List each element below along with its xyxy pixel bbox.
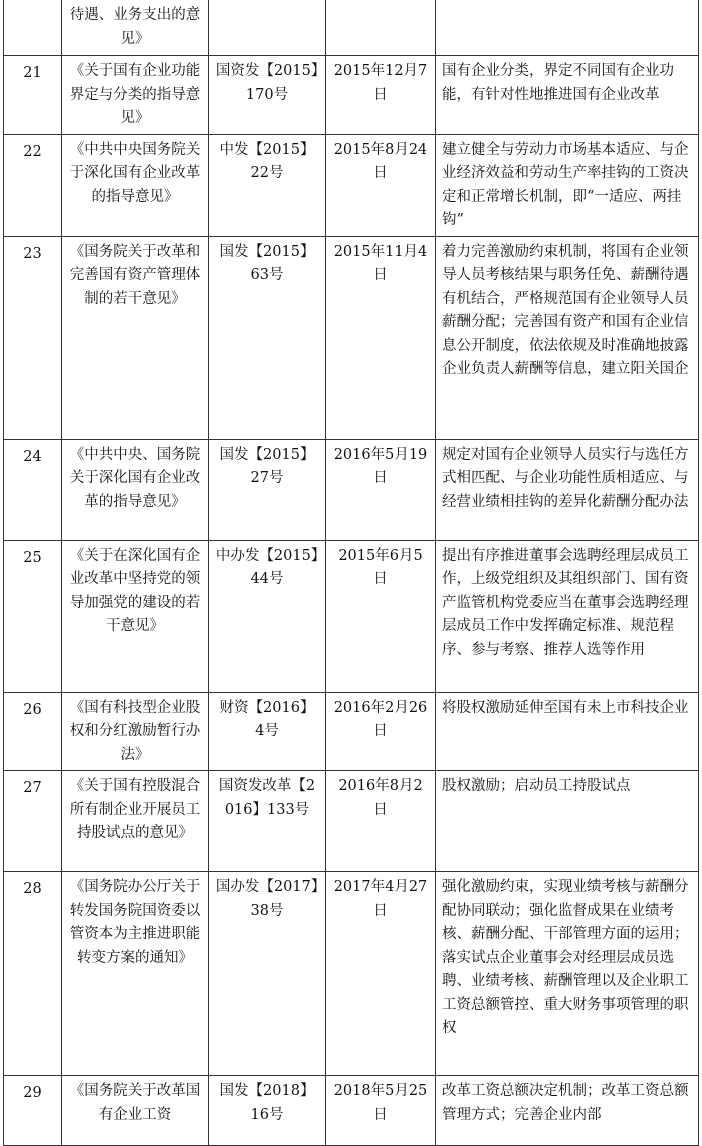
issue-date-cell: 2016年5月19日	[326, 439, 436, 540]
table-row	[4, 134, 699, 236]
document-number-cell: 国发【2015】27号	[209, 439, 326, 540]
document-name-cell: 《中共中央、国务院关于深化国有企业改革的指导意见》	[62, 439, 209, 540]
main-content-cell: 强化激励约束，实现业绩考核与薪酬分配协同联动；强化监督成果在业绩考核、薪酬分配、干部管理方面的运用；落实试点企业董事会对经理层成员选聘、业绩考核、薪酬管理以及企业职工工资总额管控、重大财务事项管理的职权	[436, 872, 699, 1076]
document-name-cell: 待遇、业务支出的意见》	[62, 0, 209, 56]
document-name-cell: 《国务院关于改革国有企业工资	[62, 1076, 209, 1146]
table-row	[4, 1076, 699, 1146]
document-number-cell: 中发【2015】22号	[209, 134, 326, 236]
issue-date-cell: 2016年8月2日	[326, 771, 436, 872]
table-row	[4, 56, 699, 135]
issue-date-cell: 2016年2月26日	[326, 692, 436, 771]
table-row	[4, 439, 699, 540]
row-number-cell: 22	[4, 134, 62, 236]
document-number-cell: 中办发【2015】44号	[209, 540, 326, 692]
table-row	[4, 692, 699, 771]
issue-date-cell: 2015年6月5日	[326, 540, 436, 692]
main-content-cell: 改革工资总额决定机制；改革工资总额管理方式；完善企业内部	[436, 1076, 699, 1146]
document-number-cell	[209, 0, 326, 56]
document-name-cell: 《关于在深化国有企业改革中坚持党的领导加强党的建设的若干意见》	[62, 540, 209, 692]
main-content-cell: 规定对国有企业领导人员实行与选任方式相匹配、与企业功能性质相适应、与经营业绩相挂钩的差异化薪酬分配办法	[436, 439, 699, 540]
document-name-cell: 《中共中央国务院关于深化国有企业改革的指导意见》	[62, 134, 209, 236]
document-number-cell: 国办发【2017】38号	[209, 872, 326, 1076]
issue-date-cell	[326, 0, 436, 56]
table-row	[4, 540, 699, 692]
document-name-cell: 《关于国有控股混合所有制企业开展员工持股试点的意见》	[62, 771, 209, 872]
main-content-cell	[436, 0, 699, 56]
document-name-cell: 《国有科技型企业股权和分红激励暂行办法》	[62, 692, 209, 771]
table-row	[4, 771, 699, 872]
document-number-cell: 国资发【2015】170号	[209, 56, 326, 135]
main-content-cell: 着力完善激励约束机制，将国有企业领导人员考核结果与职务任免、薪酬待遇有机结合，严格规范国有企业领导人员薪酬分配；完善国有资产和国有企业信息公开制度，依法依规及时准确地披露企业负责人薪酬等信息，建立阳关国企	[436, 236, 699, 439]
row-number-cell: 21	[4, 56, 62, 135]
table-row	[4, 236, 699, 439]
row-number-cell	[4, 0, 62, 56]
main-content-cell: 将股权激励延伸至国有未上市科技企业	[436, 692, 699, 771]
document-number-cell: 国资发改革【2016】133号	[209, 771, 326, 872]
document-name-cell: 《国务院关于改革和完善国有资产管理体制的若干意见》	[62, 236, 209, 439]
row-number-cell: 26	[4, 692, 62, 771]
document-number-cell: 国发【2018】16号	[209, 1076, 326, 1146]
document-name-cell: 《国务院办公厅关于转发国务院国资委以管资本为主推进职能转变方案的通知》	[62, 872, 209, 1076]
row-number-cell: 24	[4, 439, 62, 540]
issue-date-cell: 2015年8月24日	[326, 134, 436, 236]
main-content-cell: 国有企业分类，界定不同国有企业功能，有针对性地推进国有企业改革	[436, 56, 699, 135]
main-content-cell: 提出有序推进董事会选聘经理层成员工作，上级党组织及其组织部门、国有资产监管机构党委应当在董事会选聘经理层成员工作中发挥确定标准、规范程序、参与考察、推荐人选等作用	[436, 540, 699, 692]
issue-date-cell: 2015年11月4日	[326, 236, 436, 439]
policy-table-body	[4, 0, 699, 1146]
issue-date-cell: 2015年12月7日	[326, 56, 436, 135]
table-row	[4, 872, 699, 1076]
table-row	[4, 0, 699, 56]
document-number-cell: 国发【2015】63号	[209, 236, 326, 439]
row-number-cell: 25	[4, 540, 62, 692]
document-name-cell: 《关于国有企业功能界定与分类的指导意见》	[62, 56, 209, 135]
main-content-cell: 股权激励；启动员工持股试点	[436, 771, 699, 872]
row-number-cell: 23	[4, 236, 62, 439]
row-number-cell: 29	[4, 1076, 62, 1146]
row-number-cell: 28	[4, 872, 62, 1076]
issue-date-cell: 2018年5月25日	[326, 1076, 436, 1146]
row-number-cell: 27	[4, 771, 62, 872]
issue-date-cell: 2017年4月27日	[326, 872, 436, 1076]
main-content-cell: 建立健全与劳动力市场基本适应、与企业经济效益和劳动生产率挂钩的工资决定和正常增长机制，即“一适应、两挂钩”	[436, 134, 699, 236]
policy-table	[3, 0, 699, 1146]
document-number-cell: 财资【2016】4号	[209, 692, 326, 771]
